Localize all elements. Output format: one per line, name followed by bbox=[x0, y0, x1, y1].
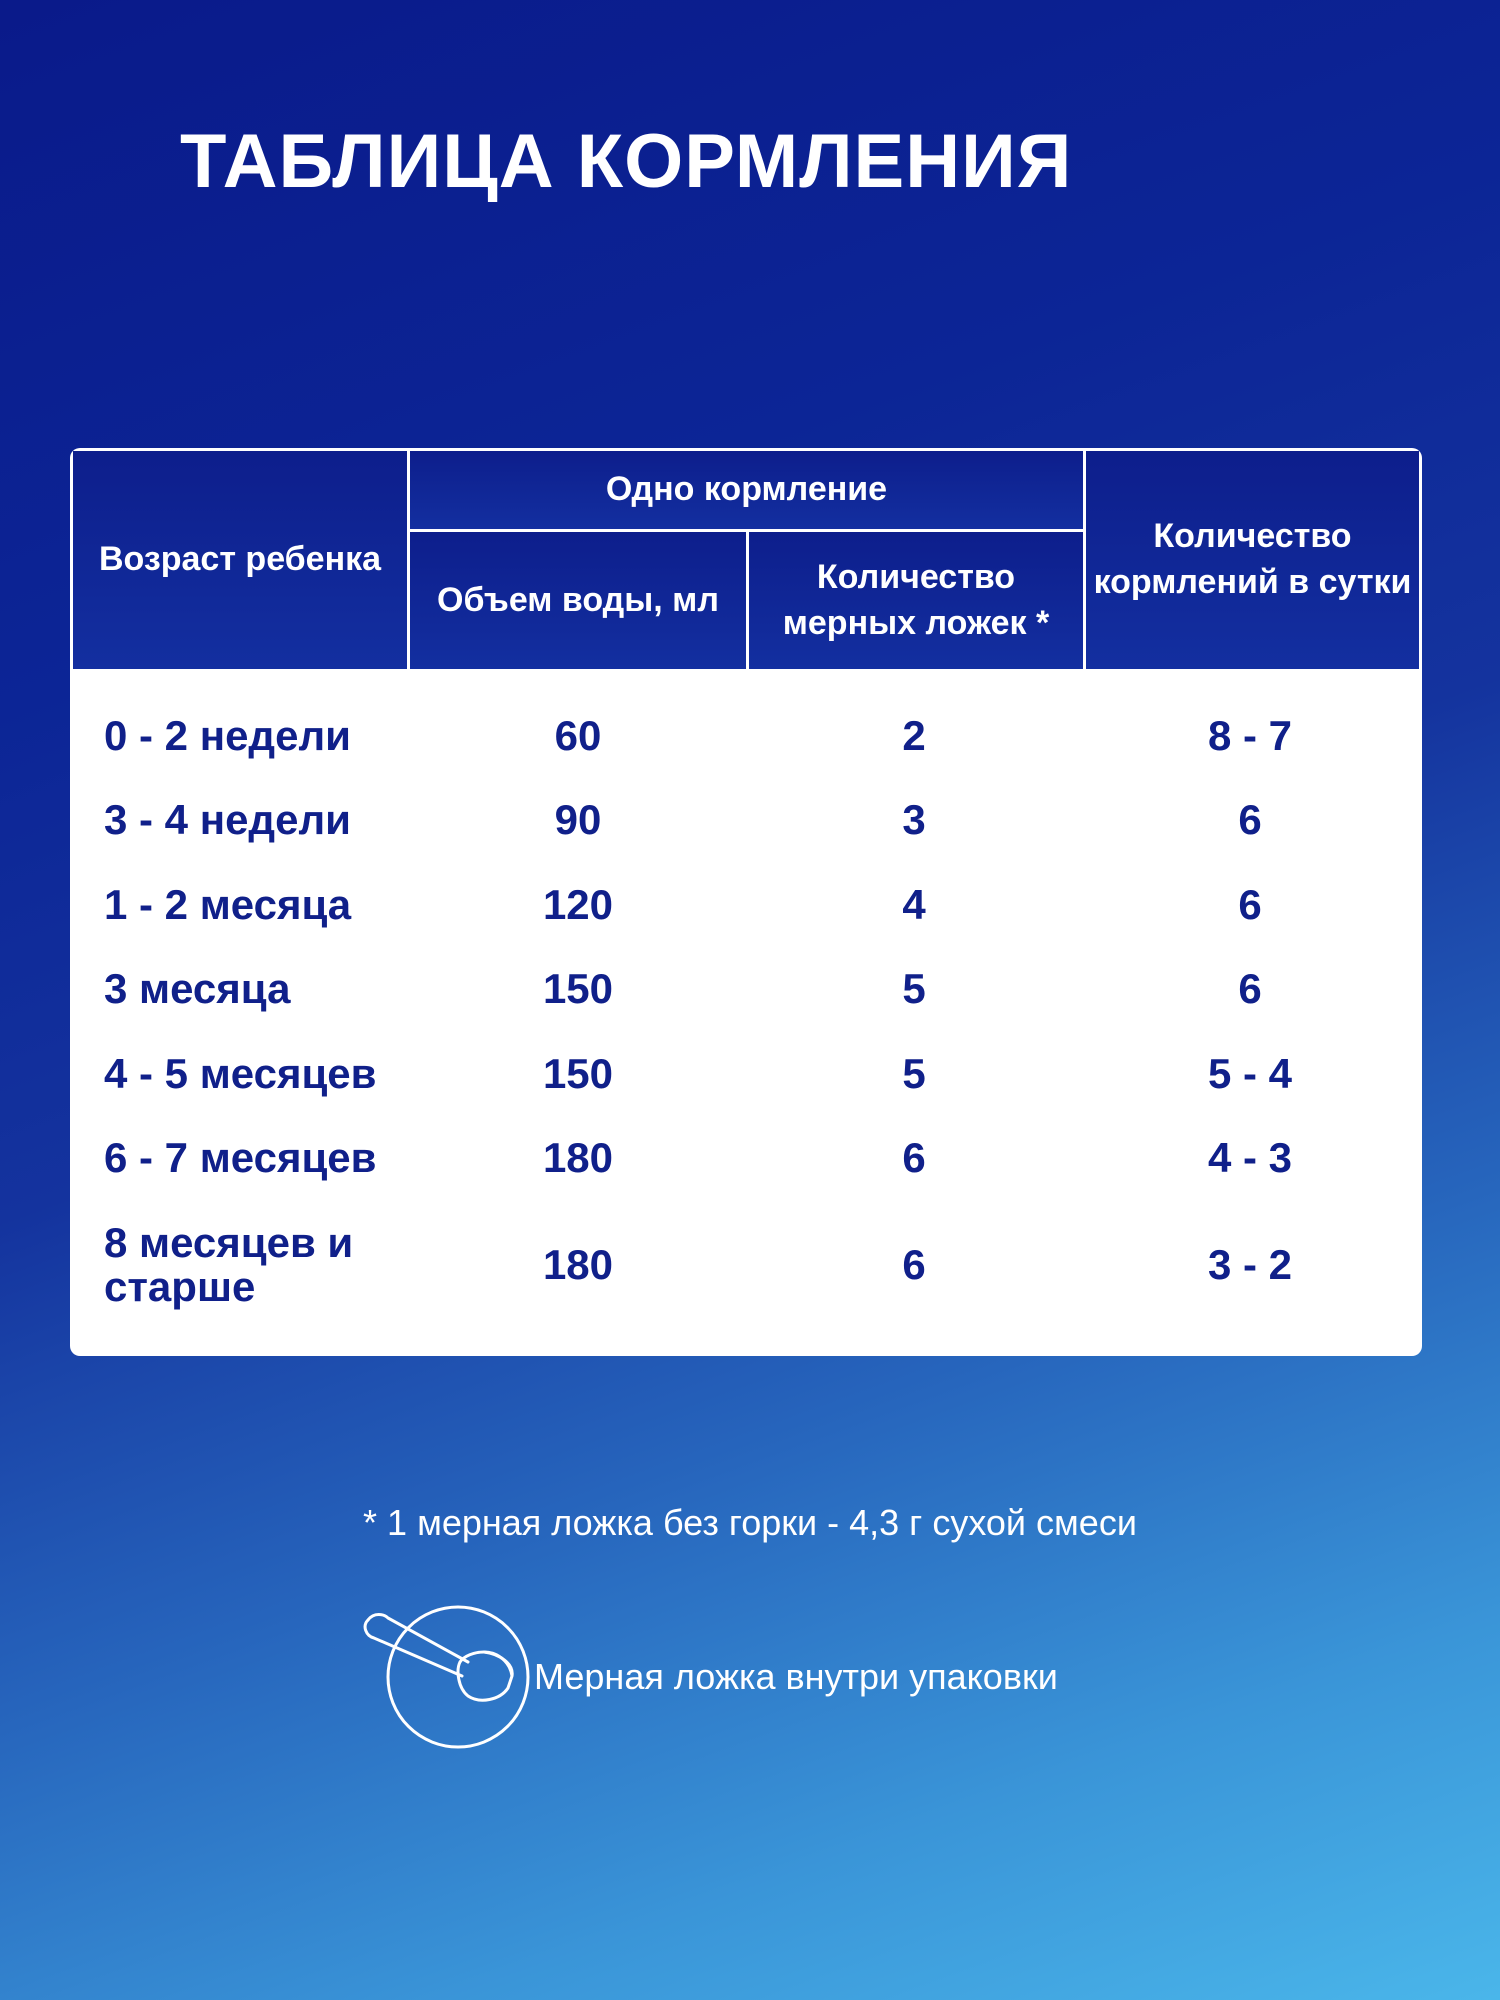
cell-spoons: 4 bbox=[902, 881, 926, 928]
table-row bbox=[70, 1125, 1422, 1191]
header-feedings-line1: Количество bbox=[1153, 517, 1352, 556]
header-spoons-line1: Количество bbox=[816, 557, 1016, 596]
feeding-table bbox=[70, 448, 1422, 1356]
table-row bbox=[70, 1041, 1422, 1107]
cell-age: 3 месяца bbox=[104, 964, 291, 1012]
cell-spoons: 6 bbox=[902, 1241, 926, 1288]
header-one-feeding bbox=[410, 451, 1083, 529]
cell-feedings: 4 - 3 bbox=[1207, 1134, 1293, 1181]
header-spoons-line2: мерных ложек * bbox=[782, 603, 1050, 642]
table-row bbox=[70, 787, 1422, 853]
cell-age: 1 - 2 месяца bbox=[104, 880, 352, 928]
cell-age: 0 - 2 недели bbox=[104, 711, 351, 759]
cell-feedings: 6 bbox=[1238, 796, 1262, 843]
table-row bbox=[70, 956, 1422, 1022]
cell-water: 60 bbox=[554, 712, 602, 759]
cell-feedings: 3 - 2 bbox=[1207, 1241, 1293, 1288]
cell-spoons: 5 bbox=[902, 1050, 926, 1097]
header-water-volume-label: Объем воды, мл bbox=[437, 580, 719, 619]
header-one-feeding-label: Одно кормление bbox=[605, 470, 888, 509]
cell-age: 8 месяцев и старше bbox=[104, 1218, 354, 1310]
cell-water: 90 bbox=[554, 796, 602, 843]
spoon-note bbox=[360, 1592, 1058, 1762]
measuring-spoon-icon bbox=[360, 1592, 530, 1762]
cell-age: 4 - 5 месяцев bbox=[104, 1049, 377, 1097]
header-spoons bbox=[749, 532, 1083, 669]
table-row bbox=[70, 703, 1422, 769]
cell-feedings: 5 - 4 bbox=[1207, 1050, 1293, 1097]
cell-water: 150 bbox=[542, 965, 614, 1012]
table-row bbox=[70, 1209, 1422, 1321]
cell-spoons: 6 bbox=[902, 1134, 926, 1181]
spoon-note-label: Мерная ложка внутри упаковки bbox=[534, 1656, 1058, 1697]
header-age-label: Возраст ребенка bbox=[98, 540, 382, 579]
cell-age: 3 - 4 недели bbox=[104, 795, 351, 843]
cell-spoons: 3 bbox=[902, 796, 926, 843]
cell-feedings: 6 bbox=[1238, 881, 1262, 928]
header-feedings-per-day bbox=[1086, 451, 1419, 669]
cell-spoons: 2 bbox=[902, 712, 926, 759]
header-water-volume bbox=[410, 532, 746, 669]
cell-water: 150 bbox=[542, 1050, 614, 1097]
cell-water: 180 bbox=[542, 1134, 614, 1181]
cell-feedings: 6 bbox=[1238, 965, 1262, 1012]
page-title: ТАБЛИЦА КОРМЛЕНИЯ bbox=[180, 119, 1073, 204]
table-row bbox=[70, 872, 1422, 938]
header-feedings-line2: кормлений в сутки bbox=[1093, 563, 1412, 601]
cell-water: 120 bbox=[542, 881, 614, 928]
cell-water: 180 bbox=[542, 1241, 614, 1288]
cell-spoons: 5 bbox=[902, 965, 926, 1012]
header-age bbox=[73, 451, 407, 669]
cell-feedings: 8 - 7 bbox=[1207, 712, 1293, 759]
table-header bbox=[73, 451, 1419, 669]
cell-age: 6 - 7 месяцев bbox=[104, 1133, 377, 1181]
footnote: * 1 мерная ложка без горки - 4,3 г сухой смеси bbox=[363, 1502, 1137, 1543]
